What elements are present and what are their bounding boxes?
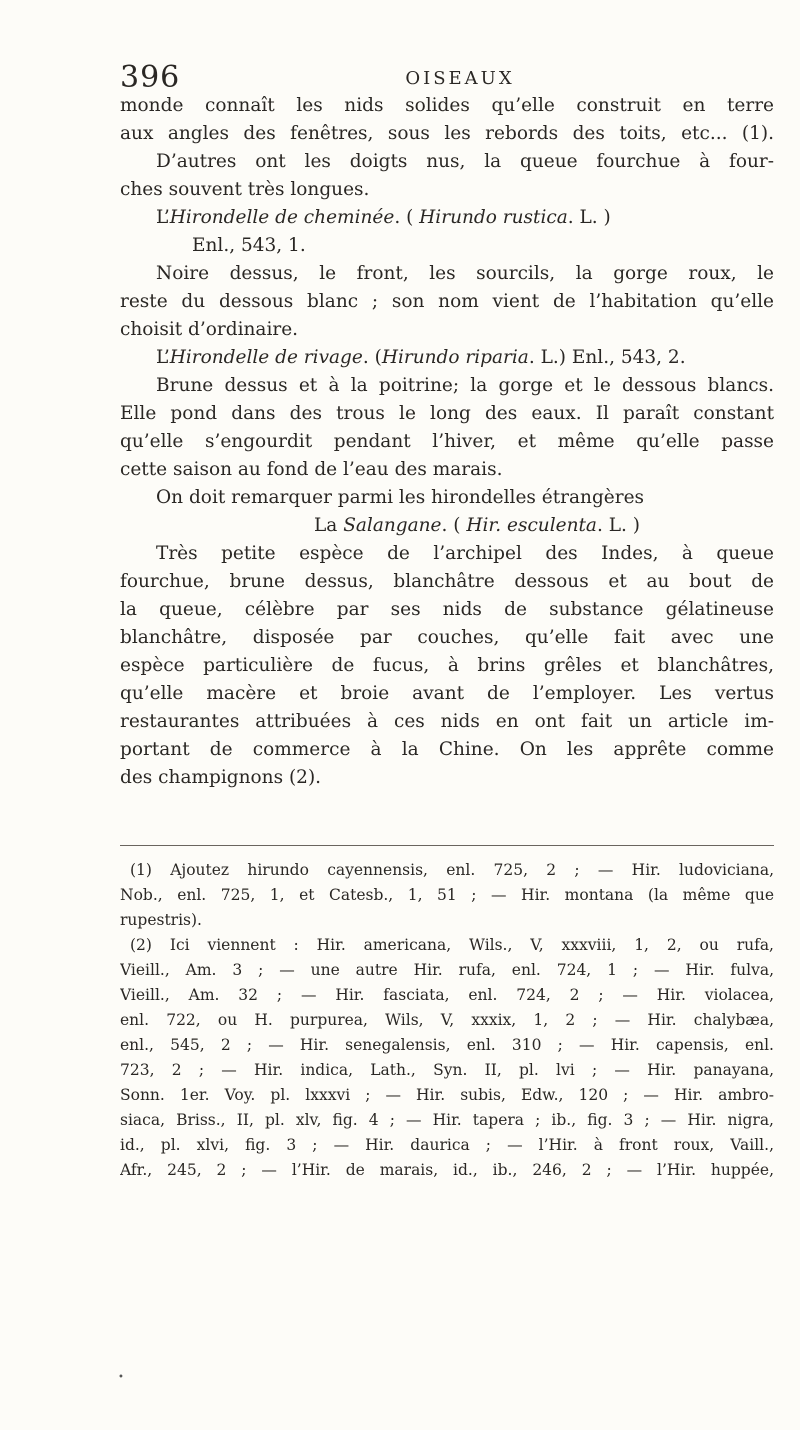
text-line: cette saison au fond de l’eau des marais. xyxy=(120,459,503,480)
species-heading-salangane xyxy=(120,512,774,540)
text-line: blanchâtre, disposée par couches, qu’elle fait avec une xyxy=(120,627,774,648)
footnote-line: (2) Ici viennent : Hir. americana, Wils., V, xxxviii, 1, 2, ou rufa, xyxy=(130,936,774,954)
footnote-line: Nob., enl. 725, 1, et Catesb., 1, 51 ; — Hir. montana (la même que xyxy=(120,886,774,904)
footnote-line: Afr., 245, 2 ; — l’Hir. de marais, id., ib., 246, 2 ; — l’Hir. huppée, xyxy=(120,1161,774,1179)
species-close: . L. ) xyxy=(596,515,640,536)
footnote-line: (1) Ajoutez hirundo cayennensis, enl. 725, 2 ; — Hir. ludoviciana, xyxy=(130,861,774,879)
footnote-line: Vieill., Am. 32 ; — Hir. fasciata, enl. 724, 2 ; — Hir. violacea, xyxy=(120,986,774,1004)
text-line: monde connaît les nids solides qu’elle construit en terre xyxy=(120,95,774,116)
footnote-line: 723, 2 ; — Hir. indica, Lath., Syn. II, pl. lvi ; — Hir. panayana, xyxy=(120,1061,774,1079)
text-line: espèce particulière de fucus, à brins grêles et blanchâtres, xyxy=(120,655,774,676)
text-line: Elle pond dans des trous le long des eaux. Il paraît constant xyxy=(120,403,774,424)
footnote-line: Vieill., Am. 3 ; — une autre Hir. rufa, enl. 724, 1 ; — Hir. fulva, xyxy=(120,961,774,979)
text-line: des champignons (2). xyxy=(120,767,322,788)
text-line: qu’elle macère et broie avant de l’employer. Les vertus xyxy=(120,683,774,704)
species-common-name: Salangane xyxy=(343,515,442,536)
species-open: . ( xyxy=(441,515,467,536)
text-line: choisit d’ordinaire. xyxy=(120,319,299,340)
text-line: Brune dessus et à la poitrine; la gorge et le dessous blancs. xyxy=(156,375,774,396)
running-title: OISEAUX xyxy=(405,68,515,89)
species-heading-rivage xyxy=(120,344,774,372)
species-latin-name: Hirundo rustica xyxy=(419,207,568,228)
page-number: 396 xyxy=(120,60,181,95)
footnote-line: enl., 545, 2 ; — Hir. senegalensis, enl. 310 ; — Hir. capensis, enl. xyxy=(120,1036,774,1054)
text-line: la queue, célèbre par ses nids de substance gélatineuse xyxy=(120,599,774,620)
species-common-name: Hirondelle de cheminée xyxy=(169,207,395,228)
species-open: . ( xyxy=(362,347,382,368)
text-line: reste du dessous blanc ; son nom vient de l’habitation qu’elle xyxy=(120,291,774,312)
footnote-line: Sonn. 1er. Voy. pl. lxxxvi ; — Hir. subis, Edw., 120 ; — Hir. ambro- xyxy=(120,1086,774,1104)
species-reference: Enl., 543, 1. xyxy=(192,235,306,256)
text-line: qu’elle s’engourdit pendant l’hiver, et même qu’elle passe xyxy=(120,431,774,452)
footnote-line: rupestris). xyxy=(120,911,202,929)
text-line: D’autres ont les doigts nus, la queue fourchue à four- xyxy=(156,151,774,172)
text-line: On doit remarquer parmi les hirondelles étrangères xyxy=(156,487,645,508)
footnote-line: id., pl. xlvi, fig. 3 ; — Hir. daurica ; — l’Hir. à front roux, Vaill., xyxy=(120,1136,774,1154)
species-latin-name: Hir. esculenta xyxy=(466,515,597,536)
text-line: portant de commerce à la Chine. On les apprête comme xyxy=(120,739,774,760)
species-close: . L. ) xyxy=(567,207,611,228)
ink-mark: • xyxy=(118,1372,124,1383)
species-article: L’ xyxy=(156,207,170,228)
text-line: fourchue, brune dessus, blanchâtre dessous et au bout de xyxy=(120,571,774,592)
text-line: ches souvent très longues. xyxy=(120,179,370,200)
footnotes xyxy=(120,858,774,1183)
species-article: L’ xyxy=(156,347,170,368)
main-text xyxy=(120,92,774,792)
species-heading-cheminee xyxy=(120,204,774,232)
species-close: . L.) Enl., 543, 2. xyxy=(528,347,686,368)
species-latin-name: Hirundo riparia xyxy=(381,347,529,368)
text-line: Noire dessus, le front, les sourcils, la gorge roux, le xyxy=(156,263,774,284)
text-line: restaurantes attribuées à ces nids en ont fait un article im- xyxy=(120,711,774,732)
footnote-line: enl. 722, ou H. purpurea, Wils, V, xxxix, 1, 2 ; — Hir. chalybæa, xyxy=(120,1011,774,1029)
text-line: aux angles des fenêtres, sous les rebords des toits, etc... (1). xyxy=(120,123,774,144)
footnote-divider xyxy=(120,845,774,846)
species-open: . ( xyxy=(394,207,420,228)
footnote-line: siaca, Briss., II, pl. xlv, fig. 4 ; — Hir. tapera ; ib., fig. 3 ; — Hir. nigra, xyxy=(120,1111,774,1129)
species-common-name: Hirondelle de rivage xyxy=(169,347,363,368)
species-article: La xyxy=(314,515,344,536)
text-line: Très petite espèce de l’archipel des Indes, à queue xyxy=(156,543,774,564)
